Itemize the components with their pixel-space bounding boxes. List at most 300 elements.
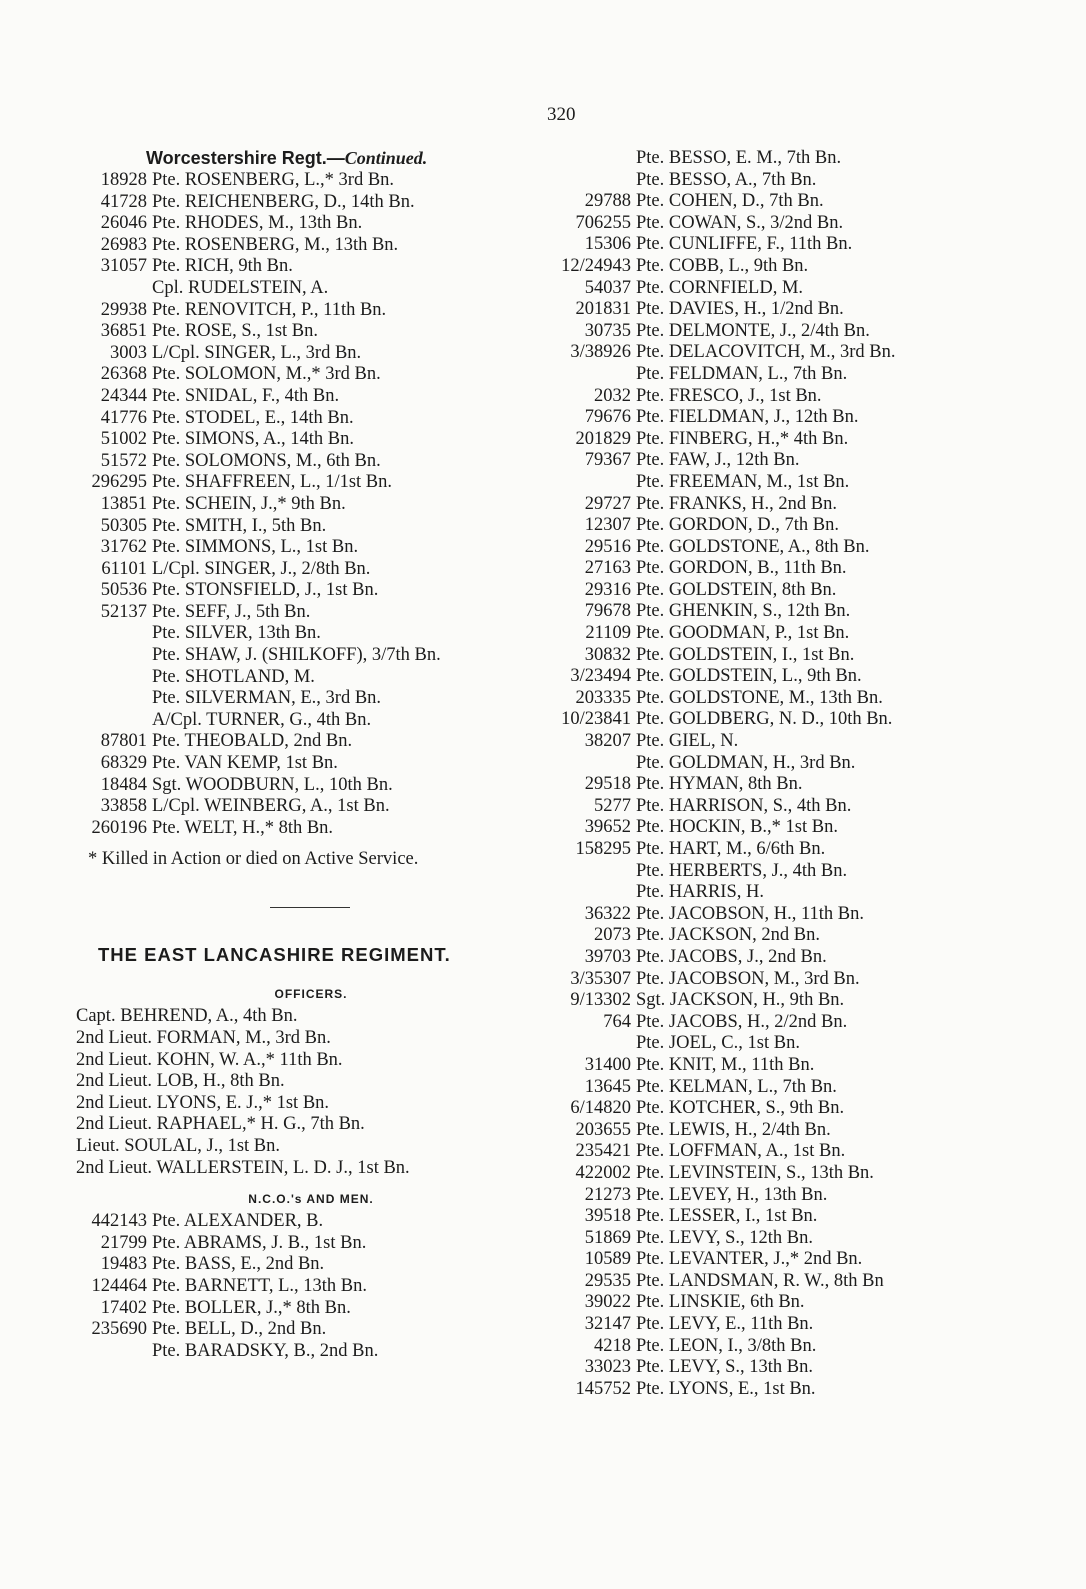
service-number: 26046 <box>100 213 147 234</box>
entry-text: Pte. GOLDSTEIN, L., 9th Bn. <box>636 666 862 687</box>
men-heading: N.C.O.'s AND MEN. <box>248 1192 374 1207</box>
list-item <box>76 580 546 602</box>
list-item <box>556 407 976 429</box>
service-number: 260196 <box>91 817 147 838</box>
list-item <box>76 602 546 624</box>
list-item <box>556 688 976 710</box>
list-item <box>76 559 546 581</box>
entry-text: Pte. LEVY, S., 13th Bn. <box>636 1357 813 1378</box>
list-item <box>556 861 976 883</box>
officer-item: 2nd Lieut. RAPHAEL,* H. G., 7th Bn. <box>76 1114 365 1135</box>
entry-text: Pte. HART, M., 6/6th Bn. <box>636 839 826 859</box>
list-item <box>556 753 976 775</box>
service-number: 6/14820 <box>570 1098 631 1119</box>
service-number: 50305 <box>100 515 147 536</box>
list-item <box>556 817 976 839</box>
entry-text: Pte. VAN KEMP, 1st Bn. <box>152 753 338 774</box>
service-number: 79676 <box>584 407 631 428</box>
service-number: 5277 <box>594 795 631 816</box>
entry-text: Pte. GOLDSTONE, A., 8th Bn. <box>636 536 870 557</box>
entry-text: Pte. JACOBS, J., 2nd Bn. <box>636 946 827 967</box>
entry-text: Pte. KNIT, M., 11th Bn. <box>636 1054 815 1075</box>
service-number: 2032 <box>594 385 631 406</box>
service-number: 10/23841 <box>561 709 631 730</box>
entry-text: Pte. BESSO, A., 7th Bn. <box>636 169 817 190</box>
service-number: 27163 <box>584 558 631 579</box>
list-item <box>76 213 546 235</box>
left-column <box>76 148 546 1362</box>
entry-text: Pte. KOTCHER, S., 9th Bn. <box>636 1098 845 1119</box>
entry-text: Pte. GOLDBERG, N. D., 10th Bn. <box>636 709 893 730</box>
entry-text: A/Cpl. TURNER, G., 4th Bn. <box>152 709 372 730</box>
entry-text: Pte. FRESCO, J., 1st Bn. <box>636 385 822 406</box>
officer-item: 2nd Lieut. KOHN, W. A.,* 11th Bn. <box>76 1049 343 1070</box>
list-item <box>556 148 976 170</box>
service-number: 26368 <box>100 364 147 385</box>
entry-text: Pte. SEFF, J., 5th Bn. <box>152 601 311 622</box>
entry-text: Pte. STONSFIELD, J., 1st Bn. <box>152 580 379 601</box>
entry-text: Sgt. JACKSON, H., 9th Bn. <box>636 990 845 1011</box>
entry-text: Pte. BOLLER, J.,* 8th Bn. <box>152 1297 351 1318</box>
list-item <box>556 278 976 300</box>
list-item <box>556 947 976 969</box>
list-item <box>76 192 546 214</box>
service-number: 12307 <box>584 515 631 536</box>
entry-text: L/Cpl. SINGER, L., 3rd Bn. <box>152 342 362 363</box>
entry-text: Pte. DELMONTE, J., 2/4th Bn. <box>636 320 870 341</box>
officers-heading: OFFICERS. <box>274 987 348 1002</box>
service-number: 3/23494 <box>570 666 631 687</box>
entry-text: Pte. THEOBALD, 2nd Bn. <box>152 731 353 752</box>
list-item <box>76 364 546 386</box>
list-item <box>76 688 546 710</box>
list-item <box>76 516 546 538</box>
service-number <box>554 472 636 494</box>
list-item <box>556 1336 976 1358</box>
service-number: 51002 <box>100 429 147 450</box>
entry-text: Pte. ROSENBERG, M., 13th Bn. <box>152 234 399 255</box>
list-item <box>556 537 976 559</box>
list-item <box>76 300 546 322</box>
entry-text: Pte. HARRIS, H. <box>636 882 764 903</box>
entry-text: Pte. GOLDSTEIN, 8th Bn. <box>636 579 837 600</box>
officer-item: Capt. BEHREND, A., 4th Bn. <box>76 1006 298 1027</box>
list-item <box>76 796 546 818</box>
list-item <box>556 1098 976 1120</box>
service-number <box>554 1033 636 1055</box>
service-number: 201829 <box>575 428 631 449</box>
list-item <box>556 774 976 796</box>
entry-text: Pte. JACOBSON, M., 3rd Bn. <box>636 968 860 989</box>
entry-text: Pte. CORNFIELD, M. <box>636 277 804 298</box>
entry-text: Pte. GOLDMAN, H., 3rd Bn. <box>636 752 856 773</box>
entry-text: Pte. SHAW, J. (SHILKOFF), 3/7th Bn. <box>152 645 441 666</box>
service-number: 31762 <box>100 537 147 558</box>
right-column <box>556 148 976 1400</box>
list-item <box>556 450 976 472</box>
entry-text: Pte. ROSENBERG, L.,* 3rd Bn. <box>152 170 395 190</box>
entry-text: Pte. ROSE, S., 1st Bn. <box>152 321 319 342</box>
service-number: 29316 <box>584 579 631 600</box>
entry-text: Pte. SMITH, I., 5th Bn. <box>152 515 327 536</box>
list-item <box>76 623 546 645</box>
list-item <box>76 429 546 451</box>
list-item <box>556 904 976 926</box>
service-number: 79367 <box>584 450 631 471</box>
entry-text: Pte. LEON, I., 3/8th Bn. <box>636 1335 817 1356</box>
entry-text: Pte. HERBERTS, J., 4th Bn. <box>636 860 848 881</box>
officers-list <box>76 1006 546 1179</box>
entry-text: Pte. DELACOVITCH, M., 3rd Bn. <box>636 342 896 363</box>
service-number: 145752 <box>575 1378 631 1399</box>
officer-item: 2nd Lieut. FORMAN, M., 3rd Bn. <box>76 1028 331 1048</box>
entry-text: Pte. SOLOMON, M.,* 3rd Bn. <box>152 364 381 385</box>
service-number: 39518 <box>584 1206 631 1227</box>
entry-text: Pte. RHODES, M., 13th Bn. <box>152 213 363 234</box>
service-number: 31400 <box>584 1054 631 1075</box>
list-item <box>556 666 976 688</box>
list-item <box>556 429 976 451</box>
list-item <box>556 256 976 278</box>
entry-text: Pte. HYMAN, 8th Bn. <box>636 774 803 795</box>
list-item <box>556 213 976 235</box>
service-number: 3/35307 <box>570 968 631 989</box>
list-item <box>556 558 976 580</box>
service-number: 50536 <box>100 580 147 601</box>
section-title: Worcestershire Regt.— <box>146 148 345 168</box>
list-item <box>76 256 546 278</box>
entry-text: Pte. STODEL, E., 14th Bn. <box>152 407 354 428</box>
service-number <box>76 278 152 300</box>
service-number: 54037 <box>584 277 631 298</box>
list-item <box>556 645 976 667</box>
list-item <box>556 925 976 947</box>
list-item <box>76 1211 546 1233</box>
entry-text: Pte. BARADSKY, B., 2nd Bn. <box>152 1340 379 1361</box>
service-number: 29727 <box>584 493 631 514</box>
service-number: 33858 <box>100 796 147 817</box>
entry-text: Pte. GIEL, N. <box>636 731 739 752</box>
service-number: 235690 <box>91 1319 147 1340</box>
entry-text: Pte. LESSER, I., 1st Bn. <box>636 1206 818 1227</box>
officer-item: 2nd Lieut. WALLERSTEIN, L. D. J., 1st Bn. <box>76 1157 410 1178</box>
entry-text: Pte. FIELDMAN, J., 12th Bn. <box>636 407 859 428</box>
entry-text: Pte. LEVY, E., 11th Bn. <box>636 1314 814 1335</box>
list-item <box>556 1357 976 1379</box>
service-number: 52137 <box>100 601 147 622</box>
list-item <box>556 1120 976 1142</box>
list-item <box>556 1206 976 1228</box>
service-number: 38207 <box>584 731 631 752</box>
service-number: 13645 <box>584 1076 631 1097</box>
service-number: 21109 <box>585 623 631 644</box>
service-number: 41776 <box>100 407 147 428</box>
entry-text: Pte. FRANKS, H., 2nd Bn. <box>636 493 837 514</box>
service-number: 41728 <box>100 191 147 212</box>
list-item <box>556 623 976 645</box>
entry-text: Pte. COHEN, D., 7th Bn. <box>636 191 824 212</box>
service-number: 68329 <box>100 753 147 774</box>
entry-text: Pte. RENOVITCH, P., 11th Bn. <box>152 299 387 320</box>
officer-item: 2nd Lieut. LYONS, E. J.,* 1st Bn. <box>76 1092 330 1113</box>
list-item <box>76 343 546 365</box>
list-item <box>556 1163 976 1185</box>
entry-text: Pte. HARRISON, S., 4th Bn. <box>636 795 852 816</box>
list-item <box>76 710 546 732</box>
list-item <box>76 1341 546 1363</box>
entry-text: Pte. SOLOMONS, M., 6th Bn. <box>152 450 381 471</box>
entry-text: Pte. FELDMAN, L., 7th Bn. <box>636 363 848 384</box>
page-number: 320 <box>547 104 576 125</box>
list-item <box>76 278 546 300</box>
service-number <box>554 753 636 775</box>
list-item <box>76 386 546 408</box>
service-number: 3/38926 <box>570 342 631 363</box>
service-number: 158295 <box>575 839 631 859</box>
list-item <box>76 645 546 667</box>
list-item <box>76 235 546 257</box>
entry-text: Pte. SIMONS, A., 14th Bn. <box>152 429 354 450</box>
entry-text: Pte. FREEMAN, M., 1st Bn. <box>636 471 850 492</box>
service-number: 36851 <box>100 321 147 342</box>
service-number: 87801 <box>100 731 147 752</box>
list-item <box>76 1233 546 1255</box>
list-item <box>556 1141 976 1163</box>
list-item <box>556 709 976 731</box>
service-number: 296295 <box>91 472 147 493</box>
list-item <box>556 342 976 364</box>
list-item <box>76 537 546 559</box>
entry-text: Pte. KELMAN, L., 7th Bn. <box>636 1076 837 1097</box>
list-item <box>76 818 546 840</box>
entry-text: Pte. SILVER, 13th Bn. <box>152 623 321 644</box>
service-number: 31057 <box>100 256 147 277</box>
officer-item: Lieut. SOULAL, J., 1st Bn. <box>76 1135 281 1156</box>
service-number <box>554 170 636 192</box>
service-number: 79678 <box>584 601 631 622</box>
entry-text: Pte. BESSO, E. M., 7th Bn. <box>636 148 842 168</box>
list-item <box>556 234 976 256</box>
entry-text: L/Cpl. SINGER, J., 2/8th Bn. <box>152 558 371 579</box>
entry-text: L/Cpl. WEINBERG, A., 1st Bn. <box>152 796 390 817</box>
list-item <box>556 1185 976 1207</box>
service-number: 30832 <box>584 644 631 665</box>
service-number: 29516 <box>584 536 631 557</box>
service-number <box>554 148 636 170</box>
service-number: 39703 <box>584 946 631 967</box>
list-item <box>556 1077 976 1099</box>
service-number: 17402 <box>100 1297 147 1318</box>
service-number: 51869 <box>584 1227 631 1248</box>
service-number: 9/13302 <box>570 990 631 1011</box>
service-number <box>76 667 152 689</box>
service-number: 39022 <box>584 1292 631 1313</box>
list-item <box>76 753 546 775</box>
service-number: 203655 <box>575 1119 631 1140</box>
list-item <box>556 364 976 386</box>
list-item <box>556 969 976 991</box>
service-number: 26983 <box>100 234 147 255</box>
entry-text: Pte. LYONS, E., 1st Bn. <box>636 1378 816 1399</box>
list-item <box>556 796 976 818</box>
service-number: 10589 <box>584 1249 631 1270</box>
entry-text: Pte. GOODMAN, P., 1st Bn. <box>636 623 850 644</box>
service-number: 124464 <box>91 1275 147 1296</box>
section-heading <box>76 148 546 170</box>
service-number <box>76 645 152 667</box>
entry-text: Pte. JACKSON, 2nd Bn. <box>636 925 820 946</box>
list-item <box>556 1379 976 1401</box>
service-number: 29518 <box>584 774 631 795</box>
section-divider <box>270 907 350 908</box>
entry-text: Sgt. WOODBURN, L., 10th Bn. <box>152 774 393 795</box>
entry-text: Pte. LEVANTER, J.,* 2nd Bn. <box>636 1249 863 1270</box>
entry-text: Pte. BELL, D., 2nd Bn. <box>152 1319 327 1340</box>
list-item <box>76 775 546 797</box>
east-lancashire-men-list <box>556 148 976 1400</box>
entry-text: Pte. GOLDSTEIN, I., 1st Bn. <box>636 644 855 665</box>
list-item <box>76 1298 546 1320</box>
list-item <box>556 1314 976 1336</box>
service-number: 18928 <box>100 170 147 190</box>
list-item <box>556 1012 976 1034</box>
list-item <box>76 494 546 516</box>
list-item <box>556 580 976 602</box>
entry-text: Cpl. RUDELSTEIN, A. <box>152 277 329 298</box>
list-item <box>76 408 546 430</box>
entry-text: Pte. ALEXANDER, B. <box>152 1211 324 1232</box>
entry-text: Pte. ABRAMS, J. B., 1st Bn. <box>152 1232 367 1253</box>
list-item <box>556 1033 976 1055</box>
service-number: 33023 <box>584 1357 631 1378</box>
list-item <box>556 299 976 321</box>
entry-text: Pte. SHOTLAND, M. <box>152 666 315 687</box>
entry-text: Pte. JACOBS, H., 2/2nd Bn. <box>636 1011 848 1032</box>
service-number: 2073 <box>594 925 631 946</box>
entry-text: Pte. JACOBSON, H., 11th Bn. <box>636 903 865 924</box>
section-continued: Continued. <box>344 148 428 168</box>
footnote: * Killed in Action or died on Active Service. <box>88 849 419 870</box>
entry-text: Pte. REICHENBERG, D., 14th Bn. <box>152 191 415 212</box>
list-item <box>556 839 976 861</box>
list-item <box>76 170 546 192</box>
service-number <box>554 861 636 883</box>
entry-text: Pte. LEWIS, H., 2/4th Bn. <box>636 1119 831 1140</box>
service-number <box>76 623 152 645</box>
service-number: 61101 <box>101 558 147 579</box>
service-number: 203335 <box>575 687 631 708</box>
entry-text: Pte. DAVIES, H., 1/2nd Bn. <box>636 299 844 320</box>
list-item <box>76 667 546 689</box>
entry-text: Pte. WELT, H.,* 8th Bn. <box>152 817 334 838</box>
list-item <box>556 601 976 623</box>
service-number: 21799 <box>100 1232 147 1253</box>
list-item <box>76 1319 546 1341</box>
list-item <box>556 515 976 537</box>
entry-text: Pte. LEVINSTEIN, S., 13th Bn. <box>636 1162 874 1183</box>
service-number: 29535 <box>584 1270 631 1291</box>
entry-text: Pte. GORDON, D., 7th Bn. <box>636 515 839 536</box>
service-number: 442143 <box>91 1211 147 1232</box>
service-number <box>76 688 152 710</box>
service-number: 706255 <box>575 212 631 233</box>
list-item <box>76 472 546 494</box>
entry-text: Pte. FINBERG, H.,* 4th Bn. <box>636 428 849 449</box>
service-number: 15306 <box>584 234 631 255</box>
entry-text: Pte. FAW, J., 12th Bn. <box>636 450 800 471</box>
entry-text: Pte. LOFFMAN, A., 1st Bn. <box>636 1141 846 1162</box>
entry-text: Pte. COBB, L., 9th Bn. <box>636 255 809 276</box>
list-item <box>556 1292 976 1314</box>
regiment-title: THE EAST LANCASHIRE REGIMENT. <box>98 944 451 966</box>
list-item <box>556 731 976 753</box>
service-number <box>554 882 636 904</box>
entry-text: Pte. COWAN, S., 3/2nd Bn. <box>636 212 844 233</box>
list-item <box>556 170 976 192</box>
list-item <box>556 1249 976 1271</box>
service-number: 201831 <box>575 299 631 320</box>
service-number: 21273 <box>584 1184 631 1205</box>
service-number: 51572 <box>100 450 147 471</box>
officer-item: 2nd Lieut. LOB, H., 8th Bn. <box>76 1071 285 1092</box>
entry-text: Pte. LINSKIE, 6th Bn. <box>636 1292 805 1313</box>
entry-text: Pte. GOLDSTONE, M., 13th Bn. <box>636 687 883 708</box>
list-item <box>556 1228 976 1250</box>
list-item <box>556 386 976 408</box>
entry-text: Pte. LEVY, S., 12th Bn. <box>636 1227 813 1248</box>
service-number: 235421 <box>575 1141 631 1162</box>
service-number: 36322 <box>584 903 631 924</box>
service-number <box>554 364 636 386</box>
list-item <box>556 1271 976 1293</box>
list-item <box>556 1055 976 1077</box>
list-item <box>76 1254 546 1276</box>
service-number <box>76 710 152 732</box>
men-list <box>76 1211 546 1362</box>
list-item <box>76 451 546 473</box>
entry-text: Pte. CUNLIFFE, F., 11th Bn. <box>636 234 853 255</box>
entry-text: Pte. GHENKIN, S., 12th Bn. <box>636 601 851 622</box>
entry-text: Pte. JOEL, C., 1st Bn. <box>636 1033 800 1054</box>
entry-text: Pte. LEVEY, H., 13th Bn. <box>636 1184 828 1205</box>
entry-text: Pte. RICH, 9th Bn. <box>152 256 293 277</box>
service-number: 12/24943 <box>561 255 631 276</box>
list-item <box>76 731 546 753</box>
service-number: 422002 <box>575 1162 631 1183</box>
entry-text: Pte. SILVERMAN, E., 3rd Bn. <box>152 688 382 709</box>
list-item <box>556 191 976 213</box>
list-item <box>556 990 976 1012</box>
service-number: 39652 <box>584 817 631 838</box>
service-number: 764 <box>603 1011 631 1032</box>
service-number: 32147 <box>584 1314 631 1335</box>
service-number: 18484 <box>100 774 147 795</box>
list-item <box>556 321 976 343</box>
service-number: 29788 <box>584 191 631 212</box>
list-item <box>556 472 976 494</box>
entry-text: Pte. SCHEIN, J.,* 9th Bn. <box>152 493 346 514</box>
list-item <box>556 882 976 904</box>
entry-text: Pte. BASS, E., 2nd Bn. <box>152 1254 325 1275</box>
service-number: 19483 <box>100 1254 147 1275</box>
entry-text: Pte. HOCKIN, B.,* 1st Bn. <box>636 817 838 838</box>
entry-text: Pte. LANDSMAN, R. W., 8th Bn <box>636 1270 884 1291</box>
list-item <box>76 321 546 343</box>
service-number <box>76 1341 152 1363</box>
list-item <box>76 1276 546 1298</box>
entry-text: Pte. SIMMONS, L., 1st Bn. <box>152 537 359 558</box>
service-number: 29938 <box>100 299 147 320</box>
